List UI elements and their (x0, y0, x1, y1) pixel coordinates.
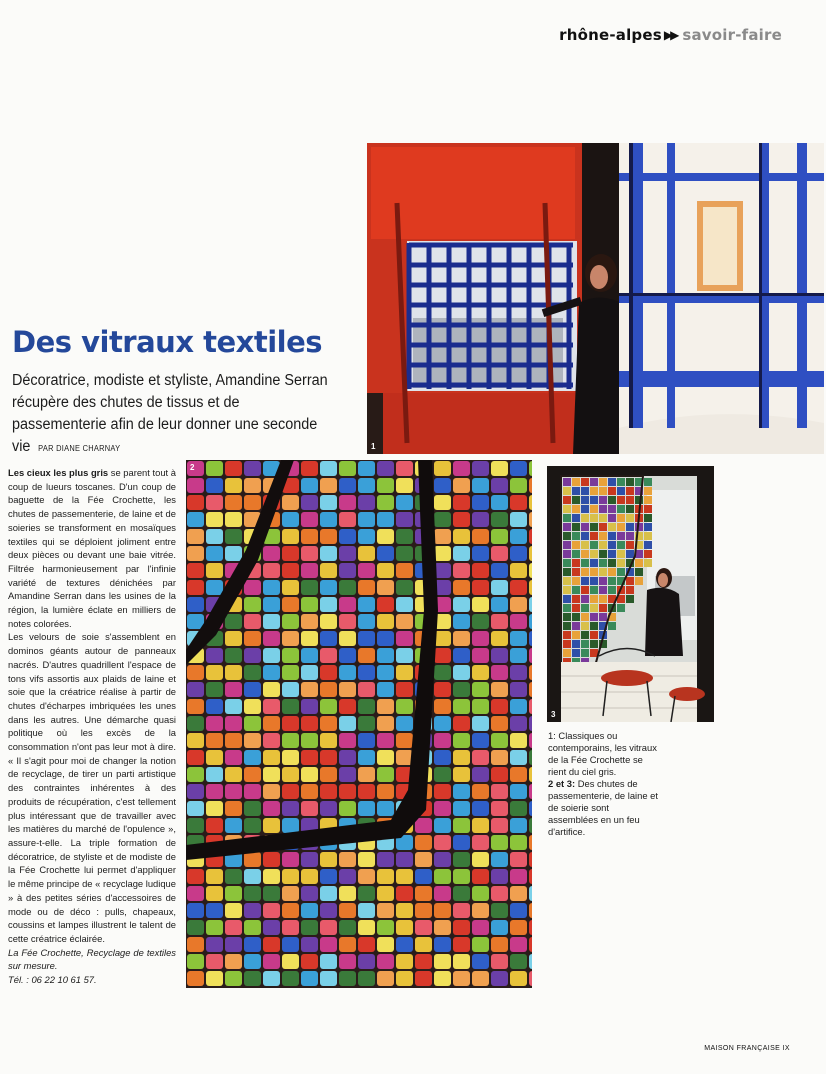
caption-2-text: Des chutes de passementerie, de laine et de soierie sont assemblées en un feu d'artifice. (548, 778, 658, 837)
article-title: Des vitraux textiles (12, 325, 323, 359)
photo-number-3: 3 (551, 710, 556, 719)
photo-1 (367, 143, 824, 454)
caption-1: 1: Classiques ou contemporains, les vitraux de la Fée Crochette se rient du ciel gris. (548, 730, 657, 777)
phone-line: Tél. : 06 22 10 61 57. (8, 974, 97, 986)
photo-number-1: 1 (371, 442, 376, 451)
paragraph-1-text: se parent tout à coup de lueurs toscanes. D'un coup de baguette de la Fée Crochette, les chutes de passementerie, de laine et de soieries se transforment en mosaïques textiles qui se déploient joliment entre deux pièces ou devant une baie vitrée. Filtrée harmonieusement par l'infinie variété de textures dénichées par Amandine Serran dans les usines de la région, la lumière éclate en milliers de notes colorées. (8, 467, 176, 629)
double-arrow-icon: ▶▶ (663, 28, 677, 42)
body-paragraph-2: Les velours de soie s'assemblent en dominos géants autour de panneaux nacrés. D'autres quadrillent l'espace de tons vifs assortis aux plaids de laine et soie que la créatrice réalise à partir de chutes d'écharpes imbriquées les unes dans les autres. Une démarche quasi politique où les excès de la consommation n'ont pas leur mot à dire. « Il s'agit pour moi de changer la notion de recyclage, de tirer un parti artistique des contraintes inhérentes à des produits de récupération, c'est tellement plus intéressant que de travailler avec les matières du marché de l'opulence », assure-t-elle. La triple formation de décoratrice, de styliste et de modiste de la Fée Crochette lui permet d'appliquer le même principe de « recyclage ludique » à des petites séries d'accessoires de mode ou de déco : pulls, chapeaux, coussins et lampes illustrent le talent de cette créatrice éclairée. (8, 631, 176, 944)
photo-caption (548, 730, 658, 838)
subtitle-text: Décoratrice, modiste et styliste, Amandine Serran récupère des chutes de tissus et de passementerie afin de leur donner une seconde vie (12, 372, 328, 455)
photo-2 (186, 460, 532, 988)
section-header (559, 26, 782, 44)
caption-2 (548, 778, 658, 838)
section-region: rhône-alpes (559, 26, 662, 44)
byline: PAR DIANE CHARNAY (38, 444, 121, 453)
article-body (8, 466, 176, 987)
body-paragraph-3 (8, 946, 176, 987)
page-footer: MAISON FRANÇAISE IX (704, 1045, 790, 1052)
ghost-text (360, 150, 367, 174)
photo-number-2: 2 (190, 463, 195, 472)
caption-2-label: 2 et 3: (548, 778, 576, 789)
section-topic: savoir-faire (682, 26, 782, 44)
photo-3 (547, 466, 714, 722)
credit-line: La Fée Crochette, Recyclage de textiles sur mesure. (8, 946, 176, 972)
article-subtitle (12, 370, 333, 460)
lead-in: Les cieux les plus gris (8, 467, 109, 478)
body-paragraph-1 (8, 466, 176, 630)
